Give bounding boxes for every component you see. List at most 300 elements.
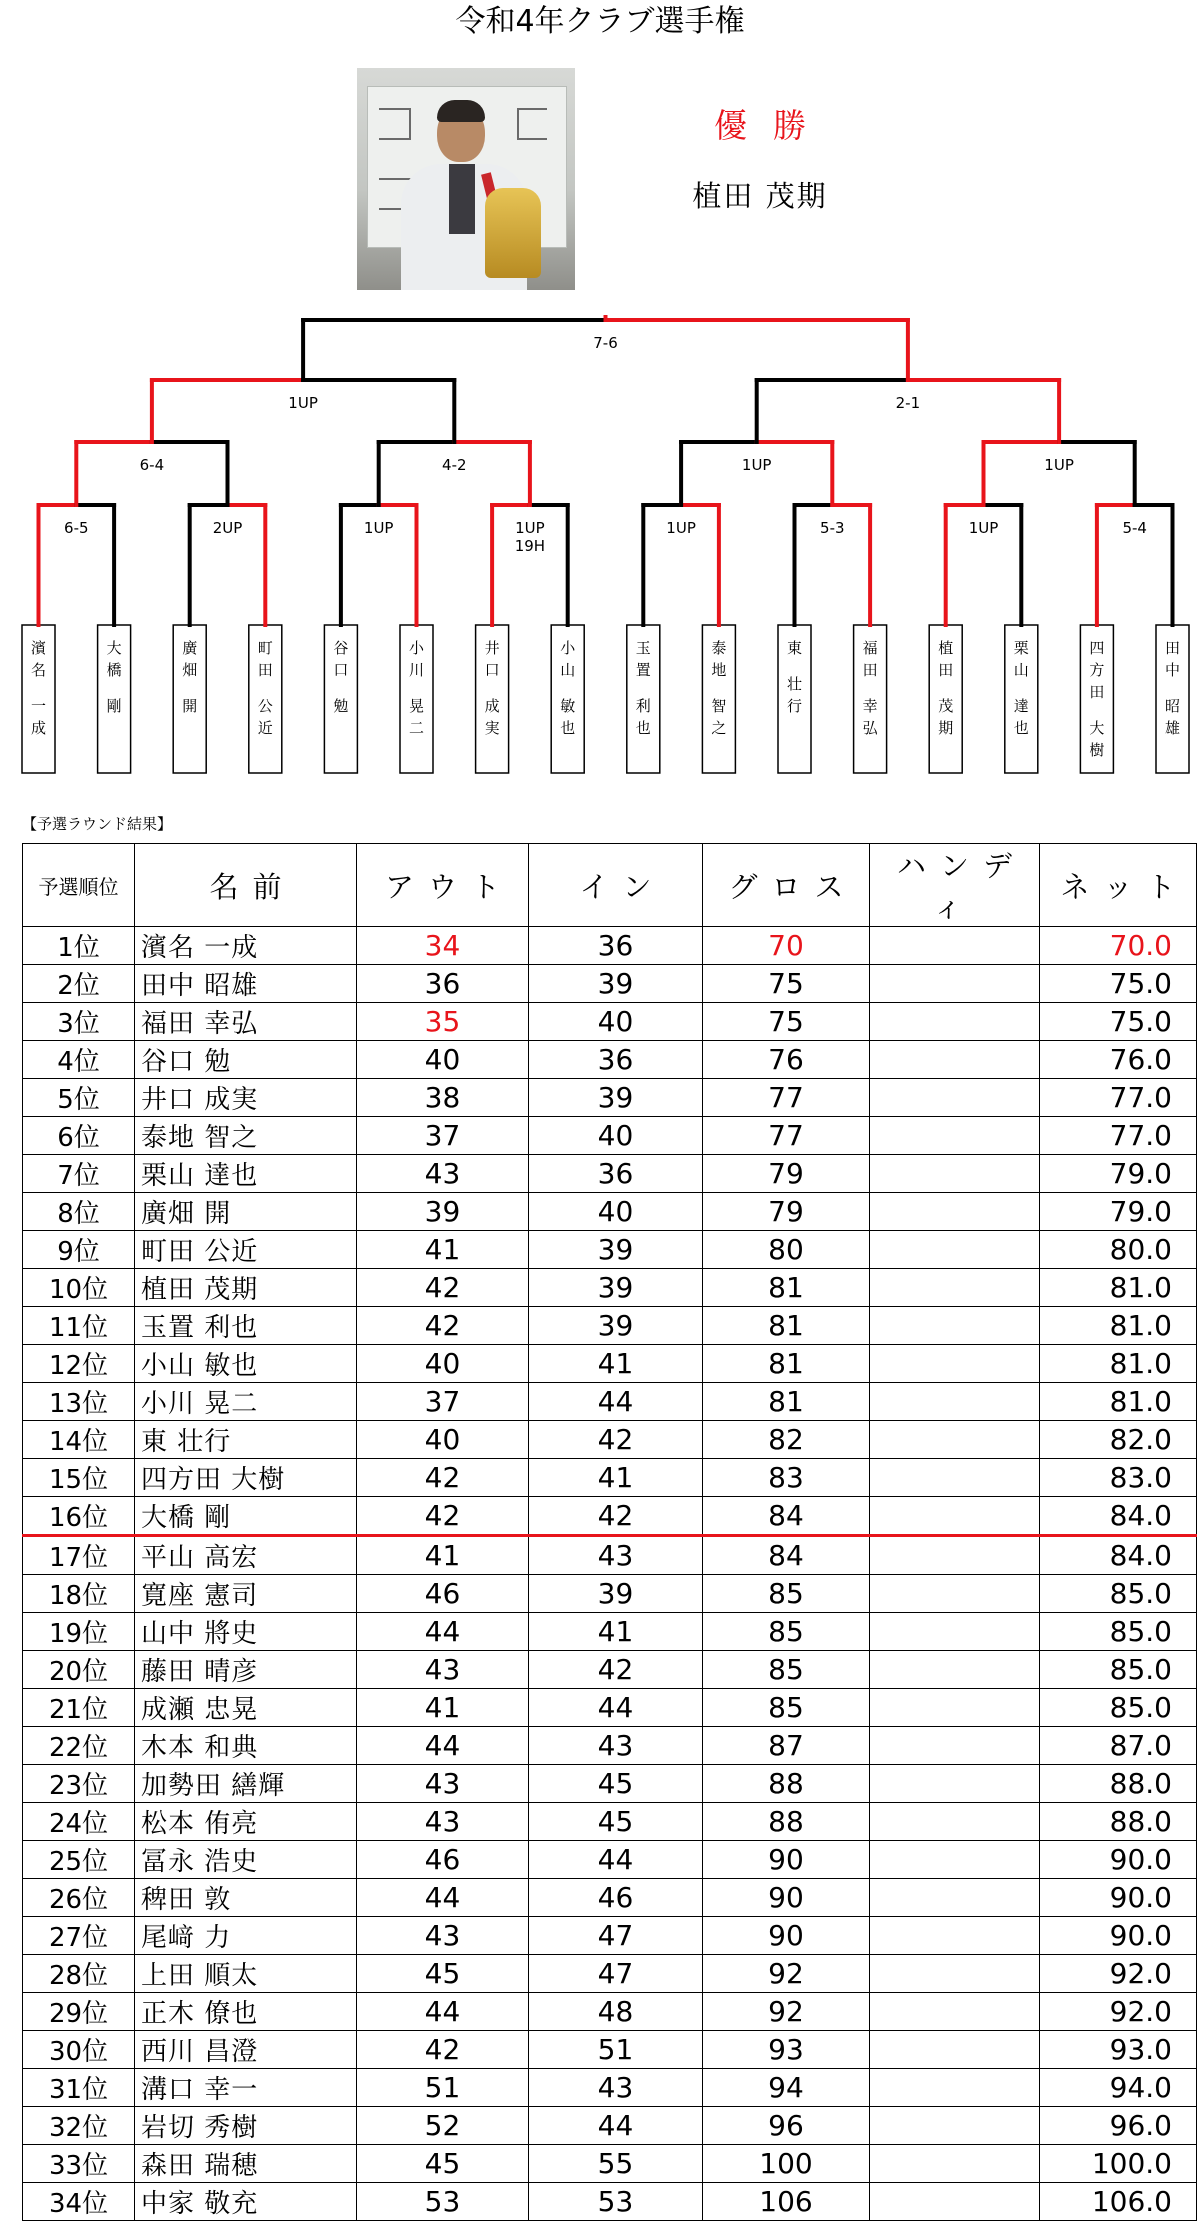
player-given-char: 也 bbox=[560, 719, 576, 737]
cell-name: 井口 成実 bbox=[135, 1079, 357, 1117]
cell-handicap bbox=[870, 1155, 1040, 1193]
table-row bbox=[23, 1841, 1197, 1879]
section-label: 【予選ラウンド結果】 bbox=[22, 815, 173, 833]
player-family-char: 井 bbox=[484, 639, 500, 657]
cell-gross: 96 bbox=[703, 2107, 870, 2145]
player-family-char: 小 bbox=[560, 639, 576, 657]
match-score: 4-2 bbox=[442, 456, 467, 474]
cell-rank: 23位 bbox=[23, 1765, 135, 1803]
cell-rank: 12位 bbox=[23, 1345, 135, 1383]
cell-gross: 75 bbox=[703, 965, 870, 1003]
player-given-char: 開 bbox=[182, 697, 198, 715]
cell-name: 四方田 大樹 bbox=[135, 1459, 357, 1497]
player-family-char: 福 bbox=[862, 639, 878, 657]
table-row bbox=[23, 2069, 1197, 2107]
cell-in: 44 bbox=[529, 1841, 703, 1879]
table-row bbox=[23, 1727, 1197, 1765]
cell-net: 84.0 bbox=[1040, 1536, 1197, 1575]
cell-net: 81.0 bbox=[1040, 1307, 1197, 1345]
player-given-char: 敏 bbox=[560, 697, 576, 715]
cell-gross: 84 bbox=[703, 1497, 870, 1536]
cell-out: 36 bbox=[357, 965, 529, 1003]
player-given-char: 二 bbox=[408, 719, 425, 737]
match-score: 1UP bbox=[288, 394, 318, 412]
cell-out: 42 bbox=[357, 1307, 529, 1345]
cell-out: 44 bbox=[357, 1613, 529, 1651]
cell-handicap bbox=[870, 2145, 1040, 2183]
match-score: 19H bbox=[514, 537, 546, 555]
cell-name: 上田 順太 bbox=[135, 1955, 357, 1993]
cell-out: 46 bbox=[357, 1575, 529, 1613]
cell-handicap bbox=[870, 1117, 1040, 1155]
player-given-char: 期 bbox=[938, 719, 954, 737]
cell-out: 40 bbox=[357, 1345, 529, 1383]
cell-net: 75.0 bbox=[1040, 965, 1197, 1003]
cell-out: 37 bbox=[357, 1117, 529, 1155]
cell-name: 山中 將史 bbox=[135, 1613, 357, 1651]
winner-name: 植田 茂期 bbox=[692, 179, 828, 213]
table-row bbox=[23, 927, 1197, 965]
table-row bbox=[23, 1231, 1197, 1269]
player-family-char: 地 bbox=[711, 661, 727, 679]
player-family-char: 田 bbox=[862, 661, 878, 679]
cell-gross: 106 bbox=[703, 2183, 870, 2221]
match-score: 2-1 bbox=[895, 394, 921, 412]
cell-name: 稗田 敦 bbox=[135, 1879, 357, 1917]
cell-net: 79.0 bbox=[1040, 1155, 1197, 1193]
player-given-char: 智 bbox=[711, 697, 727, 715]
cell-name: 成瀬 忠晃 bbox=[135, 1689, 357, 1727]
cell-handicap bbox=[870, 1497, 1040, 1536]
cell-handicap bbox=[870, 1193, 1040, 1231]
cell-out: 46 bbox=[357, 1841, 529, 1879]
header-in: イン bbox=[529, 844, 703, 927]
cell-rank: 32位 bbox=[23, 2107, 135, 2145]
cell-name: 廣畑 開 bbox=[135, 1193, 357, 1231]
trophy-icon bbox=[485, 188, 541, 278]
table-row bbox=[23, 1383, 1197, 1421]
cell-out: 41 bbox=[357, 1231, 529, 1269]
player-family-char: 大 bbox=[106, 639, 122, 657]
table-row bbox=[23, 2145, 1197, 2183]
table-row bbox=[23, 2031, 1197, 2069]
cell-name: 正木 僚也 bbox=[135, 1993, 357, 2031]
cell-in: 39 bbox=[529, 1575, 703, 1613]
cell-handicap bbox=[870, 2031, 1040, 2069]
cell-gross: 90 bbox=[703, 1841, 870, 1879]
cell-in: 39 bbox=[529, 965, 703, 1003]
cell-name: 冨永 浩史 bbox=[135, 1841, 357, 1879]
match-score: 5-4 bbox=[1122, 519, 1147, 537]
cell-handicap bbox=[870, 2183, 1040, 2221]
cell-in: 43 bbox=[529, 1727, 703, 1765]
header-out: アウト bbox=[357, 844, 529, 927]
cell-net: 92.0 bbox=[1040, 1993, 1197, 2031]
cell-net: 76.0 bbox=[1040, 1041, 1197, 1079]
cell-gross: 100 bbox=[703, 2145, 870, 2183]
cell-gross: 79 bbox=[703, 1193, 870, 1231]
player-family-char: 田 bbox=[938, 661, 954, 679]
cell-rank: 28位 bbox=[23, 1955, 135, 1993]
cell-handicap bbox=[870, 1383, 1040, 1421]
cell-handicap bbox=[870, 1003, 1040, 1041]
cell-net: 85.0 bbox=[1040, 1575, 1197, 1613]
match-score: 1UP bbox=[1044, 456, 1074, 474]
cell-rank: 29位 bbox=[23, 1993, 135, 2031]
table-row bbox=[23, 1651, 1197, 1689]
cell-out: 38 bbox=[357, 1079, 529, 1117]
cell-gross: 85 bbox=[703, 1575, 870, 1613]
page-title: 令和4年クラブ選手権 bbox=[455, 4, 745, 39]
cell-out: 43 bbox=[357, 1803, 529, 1841]
cell-name: 溝口 幸一 bbox=[135, 2069, 357, 2107]
cell-rank: 2位 bbox=[23, 965, 135, 1003]
cell-handicap bbox=[870, 1917, 1040, 1955]
player-family-char: 廣 bbox=[182, 639, 198, 657]
cell-gross: 83 bbox=[703, 1459, 870, 1497]
cell-net: 81.0 bbox=[1040, 1345, 1197, 1383]
cell-gross: 81 bbox=[703, 1269, 870, 1307]
header-net: ネット bbox=[1040, 844, 1197, 927]
cell-gross: 85 bbox=[703, 1613, 870, 1651]
cell-rank: 20位 bbox=[23, 1651, 135, 1689]
cell-in: 40 bbox=[529, 1003, 703, 1041]
cell-handicap bbox=[870, 1231, 1040, 1269]
cell-net: 83.0 bbox=[1040, 1459, 1197, 1497]
player-family-char: 四 bbox=[1089, 639, 1105, 657]
cell-out: 39 bbox=[357, 1193, 529, 1231]
cell-handicap bbox=[870, 1575, 1040, 1613]
match-score: 1UP bbox=[515, 519, 545, 537]
player-family-char: 田 bbox=[257, 661, 273, 679]
player-given-char: 弘 bbox=[862, 719, 878, 737]
table-row bbox=[23, 1041, 1197, 1079]
cell-out: 44 bbox=[357, 1993, 529, 2031]
cell-rank: 5位 bbox=[23, 1079, 135, 1117]
cell-net: 106.0 bbox=[1040, 2183, 1197, 2221]
table-row bbox=[23, 1575, 1197, 1613]
cell-gross: 70 bbox=[703, 927, 870, 965]
player-given-char: 成 bbox=[30, 719, 47, 737]
cell-gross: 77 bbox=[703, 1079, 870, 1117]
cell-name: 森田 瑞穂 bbox=[135, 2145, 357, 2183]
player-given-char: 実 bbox=[484, 719, 500, 737]
cell-gross: 92 bbox=[703, 1993, 870, 2031]
cell-handicap bbox=[870, 1993, 1040, 2031]
cell-in: 47 bbox=[529, 1955, 703, 1993]
cell-rank: 17位 bbox=[23, 1536, 135, 1575]
match-score: 6-5 bbox=[64, 519, 89, 537]
cell-in: 43 bbox=[529, 1536, 703, 1575]
cell-out: 45 bbox=[357, 1955, 529, 1993]
cell-in: 43 bbox=[529, 2069, 703, 2107]
cell-name: 泰地 智之 bbox=[135, 1117, 357, 1155]
cell-gross: 85 bbox=[703, 1651, 870, 1689]
cell-rank: 18位 bbox=[23, 1575, 135, 1613]
cell-handicap bbox=[870, 1955, 1040, 1993]
cell-out: 41 bbox=[357, 1689, 529, 1727]
cell-in: 39 bbox=[529, 1269, 703, 1307]
cell-handicap bbox=[870, 1307, 1040, 1345]
cell-in: 42 bbox=[529, 1497, 703, 1536]
cell-net: 85.0 bbox=[1040, 1651, 1197, 1689]
table-row bbox=[23, 1993, 1197, 2031]
cell-rank: 16位 bbox=[23, 1497, 135, 1536]
cell-rank: 26位 bbox=[23, 1879, 135, 1917]
table-row bbox=[23, 1536, 1197, 1575]
player-given-char: 大 bbox=[1089, 719, 1105, 737]
table-row bbox=[23, 1193, 1197, 1231]
header-handicap: ハンディ bbox=[870, 844, 1040, 927]
cell-net: 100.0 bbox=[1040, 2145, 1197, 2183]
cell-name: 玉置 利也 bbox=[135, 1307, 357, 1345]
cell-rank: 14位 bbox=[23, 1421, 135, 1459]
cell-out: 51 bbox=[357, 2069, 529, 2107]
cell-gross: 76 bbox=[703, 1041, 870, 1079]
cell-gross: 84 bbox=[703, 1536, 870, 1575]
player-given-char: 利 bbox=[635, 697, 651, 715]
cell-rank: 1位 bbox=[23, 927, 135, 965]
cell-handicap bbox=[870, 1421, 1040, 1459]
cell-handicap bbox=[870, 1841, 1040, 1879]
player-given-char: 達 bbox=[1013, 697, 1029, 715]
cell-rank: 3位 bbox=[23, 1003, 135, 1041]
cell-net: 81.0 bbox=[1040, 1383, 1197, 1421]
player-family-char: 栗 bbox=[1013, 639, 1029, 657]
player-family-char: 小 bbox=[408, 639, 425, 657]
table-row bbox=[23, 2107, 1197, 2145]
cell-name: 福田 幸弘 bbox=[135, 1003, 357, 1041]
cell-in: 44 bbox=[529, 2107, 703, 2145]
cell-out: 40 bbox=[357, 1421, 529, 1459]
player-given-char: 也 bbox=[635, 719, 651, 737]
cell-in: 40 bbox=[529, 1117, 703, 1155]
cell-in: 36 bbox=[529, 1041, 703, 1079]
cell-out: 44 bbox=[357, 1727, 529, 1765]
cell-net: 82.0 bbox=[1040, 1421, 1197, 1459]
table-row bbox=[23, 1955, 1197, 1993]
match-score: 1UP bbox=[968, 519, 999, 537]
cell-in: 47 bbox=[529, 1917, 703, 1955]
player-given-char: 勉 bbox=[333, 697, 349, 715]
cell-net: 93.0 bbox=[1040, 2031, 1197, 2069]
cell-gross: 92 bbox=[703, 1955, 870, 1993]
player-family-char: 口 bbox=[333, 661, 349, 679]
cell-handicap bbox=[870, 1727, 1040, 1765]
match-score: 6-4 bbox=[139, 456, 165, 474]
cell-handicap bbox=[870, 2069, 1040, 2107]
cell-out: 42 bbox=[357, 1269, 529, 1307]
cell-in: 42 bbox=[529, 1421, 703, 1459]
cell-name: 小川 晃二 bbox=[135, 1383, 357, 1421]
match-score: 1UP bbox=[741, 456, 772, 474]
cell-gross: 80 bbox=[703, 1231, 870, 1269]
winner-photo-icon bbox=[357, 68, 575, 290]
table-row bbox=[23, 1155, 1197, 1193]
cell-handicap bbox=[870, 1879, 1040, 1917]
cell-rank: 30位 bbox=[23, 2031, 135, 2069]
cell-name: 藤田 晴彦 bbox=[135, 1651, 357, 1689]
cell-rank: 9位 bbox=[23, 1231, 135, 1269]
cell-in: 44 bbox=[529, 1689, 703, 1727]
cell-net: 90.0 bbox=[1040, 1917, 1197, 1955]
header-name: 名前 bbox=[135, 844, 357, 927]
player-given-char: 也 bbox=[1013, 719, 1029, 737]
cell-name: 谷口 勉 bbox=[135, 1041, 357, 1079]
table-row bbox=[23, 1497, 1197, 1536]
player-family-char: 泰 bbox=[711, 639, 727, 657]
table-row bbox=[23, 965, 1197, 1003]
player-family-char: 方 bbox=[1089, 661, 1105, 679]
cell-rank: 15位 bbox=[23, 1459, 135, 1497]
cell-rank: 33位 bbox=[23, 2145, 135, 2183]
player-family-char: 玉 bbox=[635, 639, 651, 657]
match-score: 1UP bbox=[363, 519, 394, 537]
table-header-row bbox=[23, 844, 1197, 927]
cell-net: 80.0 bbox=[1040, 1231, 1197, 1269]
cell-gross: 90 bbox=[703, 1917, 870, 1955]
results-table bbox=[22, 843, 1197, 2221]
cell-gross: 88 bbox=[703, 1765, 870, 1803]
cell-rank: 22位 bbox=[23, 1727, 135, 1765]
cell-rank: 31位 bbox=[23, 2069, 135, 2107]
cell-rank: 13位 bbox=[23, 1383, 135, 1421]
player-family-char: 名 bbox=[30, 661, 47, 679]
cell-name: 寛座 憲司 bbox=[135, 1575, 357, 1613]
table-row bbox=[23, 1917, 1197, 1955]
cell-gross: 82 bbox=[703, 1421, 870, 1459]
cell-name: 小山 敏也 bbox=[135, 1345, 357, 1383]
cell-net: 88.0 bbox=[1040, 1765, 1197, 1803]
cell-in: 48 bbox=[529, 1993, 703, 2031]
player-family-char: 畑 bbox=[182, 661, 198, 679]
cell-gross: 81 bbox=[703, 1307, 870, 1345]
cell-net: 79.0 bbox=[1040, 1193, 1197, 1231]
table-row bbox=[23, 1345, 1197, 1383]
cell-rank: 10位 bbox=[23, 1269, 135, 1307]
cell-rank: 8位 bbox=[23, 1193, 135, 1231]
cell-handicap bbox=[870, 1689, 1040, 1727]
cell-name: 木本 和典 bbox=[135, 1727, 357, 1765]
cell-handicap bbox=[870, 1459, 1040, 1497]
cell-net: 84.0 bbox=[1040, 1497, 1197, 1536]
table-row bbox=[23, 1269, 1197, 1307]
player-family-char: 濱 bbox=[30, 639, 47, 657]
cell-handicap bbox=[870, 927, 1040, 965]
cell-in: 46 bbox=[529, 1879, 703, 1917]
cell-net: 92.0 bbox=[1040, 1955, 1197, 1993]
cell-gross: 79 bbox=[703, 1155, 870, 1193]
cell-in: 41 bbox=[529, 1613, 703, 1651]
cell-out: 43 bbox=[357, 1765, 529, 1803]
cell-handicap bbox=[870, 1613, 1040, 1651]
player-given-char: 剛 bbox=[106, 697, 122, 715]
cell-gross: 93 bbox=[703, 2031, 870, 2069]
cell-net: 96.0 bbox=[1040, 2107, 1197, 2145]
cell-in: 39 bbox=[529, 1307, 703, 1345]
cell-handicap bbox=[870, 1765, 1040, 1803]
cell-out: 40 bbox=[357, 1041, 529, 1079]
cell-rank: 34位 bbox=[23, 2183, 135, 2221]
table-row bbox=[23, 1879, 1197, 1917]
player-given-char: 成 bbox=[484, 697, 500, 715]
player-family-char: 中 bbox=[1164, 661, 1181, 679]
cell-out: 42 bbox=[357, 1497, 529, 1536]
cell-name: 西川 昌澄 bbox=[135, 2031, 357, 2069]
cell-rank: 24位 bbox=[23, 1803, 135, 1841]
table-row bbox=[23, 1765, 1197, 1803]
cell-out: 53 bbox=[357, 2183, 529, 2221]
player-family-char: 山 bbox=[560, 661, 576, 679]
player-family-char: 山 bbox=[1013, 661, 1029, 679]
cell-gross: 88 bbox=[703, 1803, 870, 1841]
player-family-char: 東 bbox=[786, 639, 803, 657]
cell-handicap bbox=[870, 1041, 1040, 1079]
cell-net: 81.0 bbox=[1040, 1269, 1197, 1307]
player-given-char: 一 bbox=[30, 697, 47, 715]
cell-out: 43 bbox=[357, 1651, 529, 1689]
cell-in: 42 bbox=[529, 1651, 703, 1689]
match-score: 7-6 bbox=[593, 334, 618, 352]
cell-gross: 81 bbox=[703, 1383, 870, 1421]
cell-handicap bbox=[870, 1345, 1040, 1383]
cell-rank: 11位 bbox=[23, 1307, 135, 1345]
table-row bbox=[23, 1689, 1197, 1727]
tournament-bracket bbox=[0, 315, 1200, 775]
cell-gross: 85 bbox=[703, 1689, 870, 1727]
cell-handicap bbox=[870, 1803, 1040, 1841]
cell-in: 36 bbox=[529, 1155, 703, 1193]
cell-rank: 19位 bbox=[23, 1613, 135, 1651]
cell-out: 45 bbox=[357, 2145, 529, 2183]
cell-handicap bbox=[870, 1536, 1040, 1575]
player-given-char: 之 bbox=[711, 719, 727, 737]
player-given-char: 行 bbox=[786, 697, 803, 715]
table-row bbox=[23, 2183, 1197, 2221]
cell-in: 41 bbox=[529, 1345, 703, 1383]
cell-name: 栗山 達也 bbox=[135, 1155, 357, 1193]
player-given-char: 公 bbox=[257, 697, 273, 715]
cell-in: 53 bbox=[529, 2183, 703, 2221]
cell-net: 77.0 bbox=[1040, 1079, 1197, 1117]
cell-gross: 94 bbox=[703, 2069, 870, 2107]
table-row bbox=[23, 1003, 1197, 1041]
player-given-char: 壮 bbox=[786, 675, 803, 693]
cell-name: 濱名 一成 bbox=[135, 927, 357, 965]
table-row bbox=[23, 1079, 1197, 1117]
cell-in: 44 bbox=[529, 1383, 703, 1421]
cell-name: 中家 敬充 bbox=[135, 2183, 357, 2221]
cell-out: 44 bbox=[357, 1879, 529, 1917]
cell-in: 45 bbox=[529, 1803, 703, 1841]
cell-net: 94.0 bbox=[1040, 2069, 1197, 2107]
match-score: 1UP bbox=[666, 519, 696, 537]
cell-handicap bbox=[870, 965, 1040, 1003]
player-given-char: 昭 bbox=[1164, 697, 1181, 715]
cell-rank: 7位 bbox=[23, 1155, 135, 1193]
cell-name: 植田 茂期 bbox=[135, 1269, 357, 1307]
cell-rank: 4位 bbox=[23, 1041, 135, 1079]
header-gross: グロス bbox=[703, 844, 870, 927]
player-given-char: 幸 bbox=[862, 697, 878, 715]
cell-gross: 81 bbox=[703, 1345, 870, 1383]
table-row bbox=[23, 1803, 1197, 1841]
winner-label: 優勝 bbox=[714, 106, 832, 145]
cell-net: 85.0 bbox=[1040, 1613, 1197, 1651]
header-rank: 予選順位 bbox=[23, 844, 135, 927]
cell-gross: 87 bbox=[703, 1727, 870, 1765]
cell-net: 88.0 bbox=[1040, 1803, 1197, 1841]
